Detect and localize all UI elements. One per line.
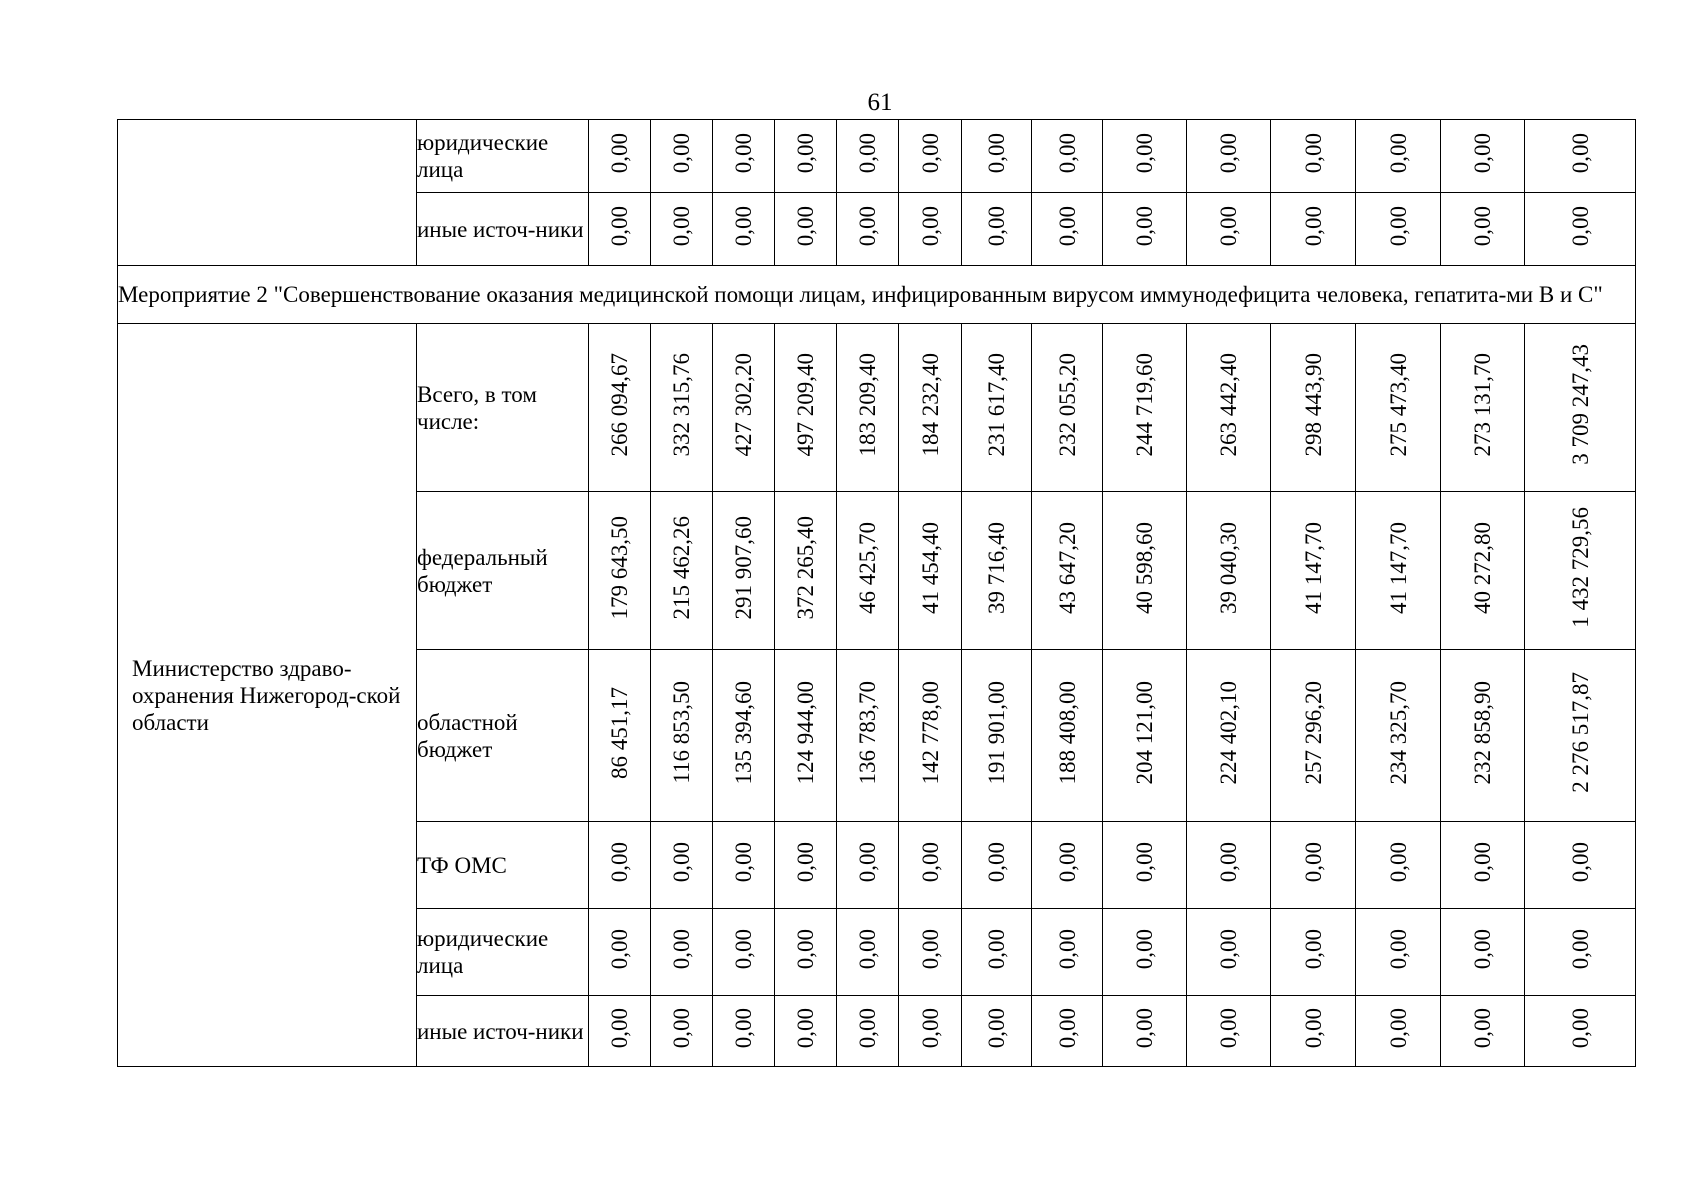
- organization-cell: [118, 324, 417, 1067]
- value-text: 0,00: [1054, 841, 1080, 883]
- value-cell: [1103, 492, 1187, 650]
- value-text: 291 907,60: [731, 515, 756, 620]
- value-text: 0,00: [984, 205, 1009, 247]
- value-cell: [1187, 996, 1271, 1067]
- value-text: 0,00: [1470, 205, 1495, 247]
- value-cell: [1271, 193, 1356, 266]
- value-text: 191 901,00: [984, 680, 1009, 785]
- value-cell: [1103, 120, 1187, 193]
- value-text: 0,00: [669, 841, 694, 883]
- value-text: 0,00: [855, 841, 880, 883]
- value-text: 263 442,40: [1216, 352, 1241, 457]
- value-cell: [1187, 822, 1271, 909]
- value-cell: [1271, 909, 1356, 996]
- value-cell: [1441, 822, 1525, 909]
- value-text: 298 443,90: [1300, 352, 1326, 457]
- value-cell: [775, 650, 837, 822]
- value-cell: [837, 996, 899, 1067]
- value-cell: [1103, 324, 1187, 492]
- value-cell: [1356, 324, 1441, 492]
- value-text: 0,00: [1132, 132, 1157, 174]
- value-cell: [589, 996, 651, 1067]
- value-cell: [775, 120, 837, 193]
- value-cell: [1271, 120, 1356, 193]
- value-cell: [962, 909, 1032, 996]
- value-text: 0,00: [1132, 841, 1157, 883]
- value-text: 0,00: [669, 205, 694, 247]
- value-text: 273 131,70: [1470, 352, 1495, 457]
- value-cell: [589, 650, 651, 822]
- value-cell: [1525, 650, 1636, 822]
- value-text: 0,00: [607, 928, 632, 970]
- value-cell: [1525, 996, 1636, 1067]
- value-cell: [962, 650, 1032, 822]
- value-text: 0,00: [731, 205, 756, 247]
- value-cell: [837, 120, 899, 193]
- value-cell: [1441, 996, 1525, 1067]
- value-text: 0,00: [1385, 1007, 1411, 1049]
- value-cell: [1032, 492, 1103, 650]
- value-text: 188 408,00: [1054, 680, 1080, 785]
- value-text: 136 783,70: [855, 680, 880, 785]
- value-text: 0,00: [984, 928, 1009, 970]
- value-text: 0,00: [1216, 841, 1241, 883]
- value-cell: [1271, 650, 1356, 822]
- value-text: 0,00: [917, 205, 943, 247]
- value-cell: [1271, 492, 1356, 650]
- value-cell: [1356, 193, 1441, 266]
- value-cell: [1271, 822, 1356, 909]
- value-text: 179 643,50: [607, 515, 632, 620]
- value-cell: [713, 492, 775, 650]
- value-text: 427 302,20: [731, 352, 756, 457]
- value-cell: [651, 909, 713, 996]
- value-text: 332 315,76: [669, 352, 694, 457]
- value-cell: [651, 193, 713, 266]
- value-cell: [589, 909, 651, 996]
- value-text: 124 944,00: [793, 680, 818, 785]
- value-cell: [1103, 822, 1187, 909]
- value-text: 0,00: [1300, 841, 1326, 883]
- value-text: 0,00: [984, 132, 1009, 174]
- value-cell: [1187, 120, 1271, 193]
- value-cell: [775, 996, 837, 1067]
- value-text: 41 454,40: [917, 521, 943, 614]
- value-text: 0,00: [1300, 928, 1326, 970]
- value-text: 0,00: [855, 1007, 880, 1049]
- value-text: 0,00: [607, 1007, 632, 1049]
- value-text: 0,00: [917, 1007, 943, 1049]
- value-cell: [837, 822, 899, 909]
- value-text: 41 147,70: [1385, 521, 1411, 614]
- funding-source: Всего, в том числе:: [417, 324, 589, 492]
- value-cell: [899, 650, 962, 822]
- value-text: 40 598,60: [1132, 521, 1157, 614]
- value-cell: [1525, 909, 1636, 996]
- value-text: 244 719,60: [1132, 352, 1157, 457]
- value-text: 2 276 517,87: [1567, 672, 1593, 793]
- value-cell: [1032, 120, 1103, 193]
- value-cell: [651, 822, 713, 909]
- value-text: 0,00: [1385, 205, 1411, 247]
- table-row: [118, 120, 1636, 193]
- value-text: 0,00: [731, 132, 756, 174]
- value-cell: [589, 492, 651, 650]
- value-text: 184 232,40: [917, 352, 943, 457]
- value-cell: [775, 822, 837, 909]
- value-cell: [1187, 650, 1271, 822]
- value-cell: [651, 324, 713, 492]
- value-cell: [713, 324, 775, 492]
- funding-source: юридические лица: [417, 909, 589, 996]
- value-cell: [775, 909, 837, 996]
- value-text: 0,00: [793, 1007, 818, 1049]
- value-text: 0,00: [669, 132, 694, 174]
- value-cell: [1032, 324, 1103, 492]
- value-cell: [1187, 193, 1271, 266]
- value-cell: [1103, 193, 1187, 266]
- value-text: 0,00: [1132, 928, 1157, 970]
- value-text: 215 462,26: [669, 515, 694, 620]
- value-text: 46 425,70: [855, 521, 880, 614]
- value-cell: [651, 120, 713, 193]
- value-text: 232 858,90: [1470, 680, 1495, 785]
- value-cell: [837, 324, 899, 492]
- value-text: 372 265,40: [793, 515, 818, 620]
- value-cell: [837, 650, 899, 822]
- value-text: 231 617,40: [984, 352, 1009, 457]
- value-text: 224 402,10: [1216, 680, 1241, 785]
- value-text: 266 094,67: [607, 352, 632, 457]
- value-cell: [651, 492, 713, 650]
- value-text: 0,00: [1567, 205, 1593, 247]
- value-text: 0,00: [1132, 205, 1157, 247]
- value-cell: [1525, 822, 1636, 909]
- value-text: 142 778,00: [917, 680, 943, 785]
- value-cell: [962, 822, 1032, 909]
- organization-name: Министерство здраво-охранения Нижегород-ской области: [132, 655, 401, 735]
- funding-source: юридические лица: [417, 120, 589, 193]
- value-text: 0,00: [1216, 1007, 1241, 1049]
- value-cell: [775, 193, 837, 266]
- funding-source: иные источ-ники: [417, 193, 589, 266]
- value-text: 0,00: [669, 1007, 694, 1049]
- value-text: 40 272,80: [1470, 521, 1495, 614]
- funding-source: областной бюджет: [417, 650, 589, 822]
- value-cell: [775, 492, 837, 650]
- value-text: 0,00: [1385, 928, 1411, 970]
- value-text: 0,00: [1054, 1007, 1080, 1049]
- value-text: 135 394,60: [731, 680, 756, 785]
- value-cell: [651, 650, 713, 822]
- funding-source: федеральный бюджет: [417, 492, 589, 650]
- value-text: 0,00: [1567, 132, 1593, 174]
- value-text: 0,00: [1470, 928, 1495, 970]
- value-cell: [1441, 492, 1525, 650]
- value-cell: [713, 822, 775, 909]
- value-cell: [1356, 909, 1441, 996]
- value-text: 0,00: [984, 1007, 1009, 1049]
- value-cell: [1271, 996, 1356, 1067]
- value-text: 0,00: [731, 841, 756, 883]
- value-cell: [589, 193, 651, 266]
- value-cell: [899, 193, 962, 266]
- value-cell: [1525, 492, 1636, 650]
- value-text: 0,00: [1054, 132, 1080, 174]
- organization-cell-empty: [118, 120, 417, 266]
- value-cell: [1441, 650, 1525, 822]
- value-cell: [1525, 120, 1636, 193]
- value-text: 39 716,40: [984, 521, 1009, 614]
- value-text: 204 121,00: [1132, 680, 1157, 785]
- value-text: 0,00: [1567, 928, 1593, 970]
- value-cell: [962, 193, 1032, 266]
- value-text: 0,00: [917, 928, 943, 970]
- value-cell: [589, 120, 651, 193]
- value-text: 0,00: [1132, 1007, 1157, 1049]
- value-cell: [713, 996, 775, 1067]
- funding-source: ТФ ОМС: [417, 822, 589, 909]
- funding-table: [117, 119, 1636, 1067]
- value-cell: [1441, 324, 1525, 492]
- value-cell: [589, 324, 651, 492]
- value-text: 0,00: [669, 928, 694, 970]
- value-text: 0,00: [731, 1007, 756, 1049]
- value-cell: [899, 492, 962, 650]
- value-text: 275 473,40: [1385, 352, 1411, 457]
- value-text: 0,00: [793, 928, 818, 970]
- value-cell: [1103, 909, 1187, 996]
- value-text: 41 147,70: [1300, 521, 1326, 614]
- value-text: 0,00: [793, 132, 818, 174]
- value-cell: [1032, 996, 1103, 1067]
- value-text: 0,00: [1300, 132, 1326, 174]
- value-text: 0,00: [1054, 205, 1080, 247]
- value-cell: [713, 650, 775, 822]
- value-cell: [1356, 650, 1441, 822]
- page-number: 61: [867, 89, 893, 116]
- value-cell: [962, 492, 1032, 650]
- value-text: 0,00: [1385, 841, 1411, 883]
- value-cell: [1441, 193, 1525, 266]
- value-text: 0,00: [1216, 205, 1241, 247]
- value-cell: [962, 324, 1032, 492]
- value-text: 234 325,70: [1385, 680, 1411, 785]
- event-title: Мероприятие 2 "Совершенствование оказания медицинской помощи лицам, инфицированным вирусом иммунодефицита человека, гепатита-ми В и С": [118, 266, 1636, 324]
- value-cell: [899, 120, 962, 193]
- value-text: 0,00: [1567, 841, 1593, 883]
- table-row: [118, 324, 1636, 492]
- value-text: 183 209,40: [855, 352, 880, 457]
- value-text: 257 296,20: [1300, 680, 1326, 785]
- value-cell: [899, 324, 962, 492]
- value-text: 0,00: [1300, 1007, 1326, 1049]
- value-cell: [713, 193, 775, 266]
- value-cell: [1525, 193, 1636, 266]
- value-cell: [1356, 120, 1441, 193]
- value-cell: [775, 324, 837, 492]
- value-cell: [899, 996, 962, 1067]
- value-cell: [1441, 120, 1525, 193]
- value-text: 232 055,20: [1054, 352, 1080, 457]
- value-text: 0,00: [607, 841, 632, 883]
- value-text: 0,00: [917, 132, 943, 174]
- value-cell: [962, 120, 1032, 193]
- value-text: 0,00: [917, 841, 943, 883]
- value-text: 0,00: [855, 132, 880, 174]
- value-cell: [962, 996, 1032, 1067]
- value-cell: [837, 492, 899, 650]
- value-text: 43 647,20: [1054, 521, 1080, 614]
- value-text: 0,00: [1470, 841, 1495, 883]
- value-text: 0,00: [1216, 928, 1241, 970]
- value-text: 86 451,17: [607, 686, 632, 779]
- value-cell: [1441, 909, 1525, 996]
- value-text: 0,00: [855, 928, 880, 970]
- value-cell: [1187, 909, 1271, 996]
- value-cell: [1032, 193, 1103, 266]
- value-text: 39 040,30: [1216, 521, 1241, 614]
- value-cell: [837, 909, 899, 996]
- value-cell: [1032, 909, 1103, 996]
- value-text: 116 853,50: [669, 681, 694, 784]
- value-text: 0,00: [731, 928, 756, 970]
- value-cell: [1187, 492, 1271, 650]
- value-text: 0,00: [855, 205, 880, 247]
- value-text: 3 709 247,43: [1567, 344, 1593, 465]
- value-cell: [1356, 996, 1441, 1067]
- event-row: [118, 266, 1636, 324]
- value-cell: [713, 909, 775, 996]
- value-text: 0,00: [1216, 132, 1241, 174]
- value-text: 0,00: [793, 205, 818, 247]
- value-cell: [1032, 822, 1103, 909]
- value-cell: [837, 193, 899, 266]
- value-text: 0,00: [607, 132, 632, 174]
- value-text: 0,00: [793, 841, 818, 883]
- value-cell: [1356, 822, 1441, 909]
- value-cell: [1103, 996, 1187, 1067]
- value-cell: [1356, 492, 1441, 650]
- funding-source: иные источ-ники: [417, 996, 589, 1067]
- value-text: 0,00: [1470, 1007, 1495, 1049]
- value-text: 0,00: [607, 205, 632, 247]
- value-cell: [1187, 324, 1271, 492]
- value-text: 0,00: [1385, 132, 1411, 174]
- value-cell: [713, 120, 775, 193]
- value-cell: [1032, 650, 1103, 822]
- value-text: 0,00: [1300, 205, 1326, 247]
- value-cell: [1271, 324, 1356, 492]
- value-text: 0,00: [984, 841, 1009, 883]
- value-cell: [1525, 324, 1636, 492]
- value-cell: [899, 822, 962, 909]
- value-text: 0,00: [1470, 132, 1495, 174]
- value-cell: [651, 996, 713, 1067]
- value-text: 1 432 729,56: [1567, 507, 1593, 628]
- value-text: 0,00: [1567, 1007, 1593, 1049]
- value-text: 0,00: [1054, 928, 1080, 970]
- value-cell: [589, 822, 651, 909]
- value-text: 497 209,40: [793, 352, 818, 457]
- value-cell: [899, 909, 962, 996]
- value-cell: [1103, 650, 1187, 822]
